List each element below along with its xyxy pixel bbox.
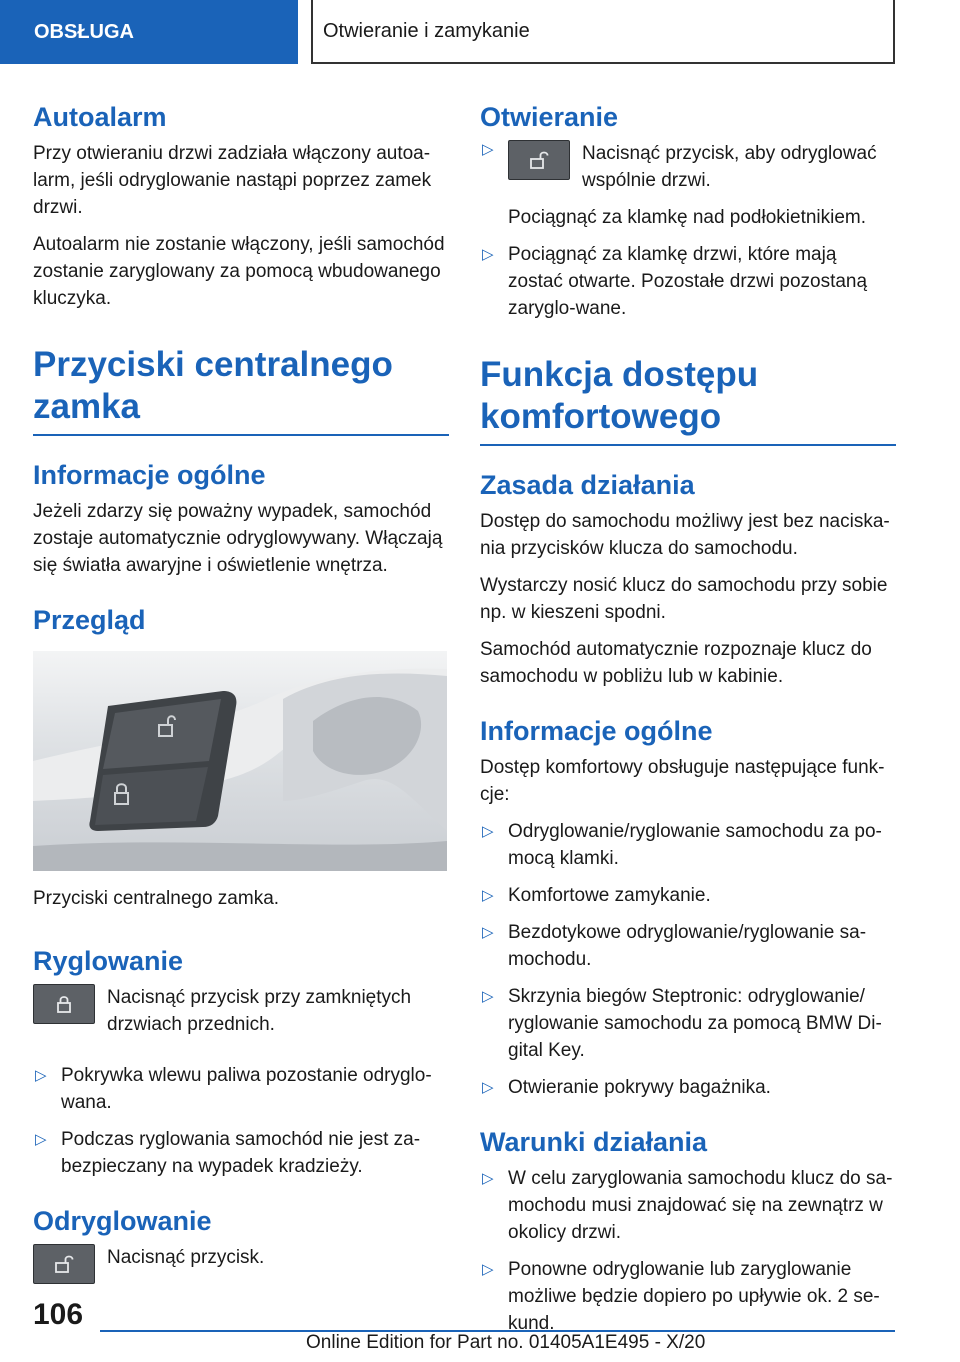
opening-heading: Otwieranie xyxy=(480,102,619,132)
comfort-info-heading: Informacje ogólne xyxy=(480,716,713,746)
list-item-text: Pokrywka wlewu paliwa pozostanie odryglo-wana. xyxy=(61,1065,432,1113)
list-item xyxy=(480,919,896,973)
bullet-icon: ▷ xyxy=(482,141,494,158)
comfort-access-heading: Funkcja dostępu komfortowego xyxy=(480,354,896,446)
right-column xyxy=(480,100,896,1347)
list-item xyxy=(480,1256,896,1337)
central-lock-buttons-photo xyxy=(33,651,447,871)
autoalarm-heading: Autoalarm xyxy=(33,102,167,132)
principle-paragraph-3: Samochód automatycznie rozpoznaje klucz do samochodu w pobliżu lub w kabinie. xyxy=(480,639,872,687)
photo-caption: Przyciski centralnego zamka. xyxy=(33,888,280,909)
locking-bullet-list xyxy=(33,1062,449,1180)
list-item xyxy=(33,1062,449,1116)
door-panel-illustration xyxy=(33,651,447,871)
bullet-icon: ▷ xyxy=(35,1131,47,1148)
unlocking-text: Nacisnąć przycisk. xyxy=(107,1247,265,1268)
list-item-text: Otwieranie pokrywy bagażnika. xyxy=(508,1077,771,1098)
bullet-icon: ▷ xyxy=(482,246,494,263)
unlock-button-icon xyxy=(33,1244,95,1284)
list-item xyxy=(480,241,896,322)
bullet-icon: ▷ xyxy=(482,1261,494,1278)
list-item xyxy=(480,882,896,909)
list-item-text: Komfortowe zamykanie. xyxy=(508,885,711,906)
bullet-icon: ▷ xyxy=(482,823,494,840)
header-title-text: Otwieranie i zamykanie xyxy=(323,19,530,42)
edition-text: Online Edition for Part no. 01405A1E495 - X/20 xyxy=(306,1332,706,1353)
section-label: OBSŁUGA xyxy=(34,20,134,43)
list-item-text: Odryglowanie/ryglowanie samochodu za po-mocą klamki. xyxy=(508,821,882,869)
principle-paragraph-2: Wystarczy nosić klucz do samochodu przy sobie np. w kieszeni spodni. xyxy=(480,575,888,623)
unlock-button-icon xyxy=(508,140,570,180)
locking-button-row xyxy=(33,984,449,1038)
overview-heading: Przegląd xyxy=(33,605,146,635)
autoalarm-paragraph-1: Przy otwieraniu drzwi zadziała włączony autoa-larm, jeśli odryglowanie nastąpi poprzez zamek drzwi. xyxy=(33,143,432,218)
lock-button-icon xyxy=(33,984,95,1024)
conditions-list xyxy=(480,1165,896,1337)
general-info-paragraph: Jeżeli zdarzy się poważny wypadek, samochód zostaje automatycznie odryglowywany. Włączają się światła awaryjne i oświetlenie wnętrza. xyxy=(33,501,443,576)
page-number: 106 xyxy=(33,1298,84,1331)
list-item xyxy=(480,983,896,1064)
list-item-text: W celu zaryglowania samochodu klucz do sa-mochodu musi znajdować się na zewnątrz w okolicy drzwi. xyxy=(508,1168,893,1243)
section-tab xyxy=(0,0,298,64)
list-item-text: Skrzynia biegów Steptronic: odryglowanie/ ryglowanie samochodu za pomocą BMW Di-gital Key. xyxy=(508,986,882,1061)
opening-step-1 xyxy=(480,140,896,194)
bullet-icon: ▷ xyxy=(482,988,494,1005)
principle-paragraph-1: Dostęp do samochodu możliwy jest bez naciska-nia przycisków klucza do samochodu. xyxy=(480,511,890,559)
general-info-heading: Informacje ogólne xyxy=(33,460,266,490)
locking-text: Nacisnąć przycisk przy zamkniętych drzwiach przednich. xyxy=(107,987,412,1035)
unlocking-heading: Odryglowanie xyxy=(33,1206,212,1236)
list-item-text: Ponowne odryglowanie lub zaryglowanie możliwe będzie dopiero po upływie ok. 2 se-kund. xyxy=(508,1259,880,1334)
bullet-icon: ▷ xyxy=(482,1170,494,1187)
opening-bullet-list xyxy=(480,241,896,322)
list-item-text: Pociągnąć za klamkę drzwi, które mają zostać otwarte. Pozostałe drzwi pozostaną zaryglo-wane. xyxy=(508,244,868,319)
bullet-icon: ▷ xyxy=(482,887,494,904)
list-item xyxy=(33,1126,449,1180)
bullet-icon: ▷ xyxy=(35,1067,47,1084)
opening-step-1-continued: Pociągnąć za klamkę nad podłokietnikiem. xyxy=(508,207,867,228)
list-item xyxy=(480,818,896,872)
page-header-title xyxy=(311,0,895,64)
list-item-text: Podczas ryglowania samochód nie jest za-bezpieczany na wypadek kradzieży. xyxy=(61,1129,421,1177)
conditions-heading: Warunki działania xyxy=(480,1127,708,1157)
central-lock-heading: Przyciski centralnego zamka xyxy=(33,344,449,436)
list-item-text: Bezdotykowe odryglowanie/ryglowanie sa-mochodu. xyxy=(508,922,867,970)
bullet-icon: ▷ xyxy=(482,1079,494,1096)
list-item xyxy=(480,1165,896,1246)
comfort-functions-list xyxy=(480,818,896,1101)
comfort-info-paragraph: Dostęp komfortowy obsługuje następujące funk-cje: xyxy=(480,757,885,805)
autoalarm-paragraph-2: Autoalarm nie zostanie włączony, jeśli samochód zostanie zaryglowany za pomocą wbudowanego kluczyka. xyxy=(33,234,445,309)
left-column xyxy=(33,100,449,1294)
principle-heading: Zasada działania xyxy=(480,470,695,500)
bullet-icon: ▷ xyxy=(482,924,494,941)
opening-step-1-text: Nacisnąć przycisk, aby odryglować wspólnie drzwi. xyxy=(582,143,877,191)
unlocking-button-row xyxy=(33,1244,449,1284)
locking-heading: Ryglowanie xyxy=(33,946,184,976)
list-item xyxy=(480,1074,896,1101)
